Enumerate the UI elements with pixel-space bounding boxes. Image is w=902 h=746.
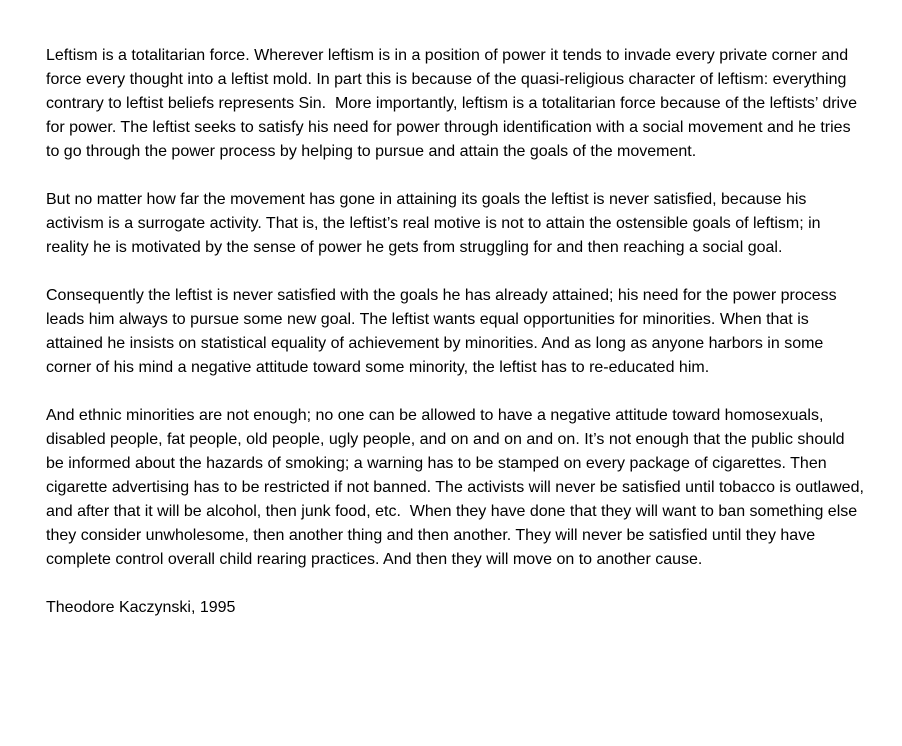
paragraph-1: Leftism is a totalitarian force. Wherever leftism is in a position of power it tends to invade every private corner and force every thought into a leftist mold. In part this is because of the quasi-religious character of leftism: everything contrary to leftist beliefs represents Sin. More importantly, leftism is a totalitarian force because of the leftists’ drive for power. The leftist seeks to satisfy his need for power through identification with a social movement and he tries to go through the power process by helping to pursue and attain the goals of the movement. <box>46 47 862 160</box>
paragraph-3: Consequently the leftist is never satisfied with the goals he has already attained; his need for the power process leads him always to pursue some new goal. The leftist wants equal opportunities for minorities. When that is attained he insists on statistical equality of achievement by minorities. And as long as anyone harbors in some corner of his mind a negative attitude toward some minority, the leftist has to re-educated him. <box>46 287 842 376</box>
text-block <box>46 44 869 620</box>
paragraph-4: And ethnic minorities are not enough; no one can be allowed to have a negative attitude toward homosexuals, disabled people, fat people, old people, ugly people, and on and on and on. It’s not enough that the public should be informed about the hazards of smoking; a warning has to be stamped on every package of cigarettes. Then cigarette advertising has to be restricted if not banned. The activists will never be satisfied until tobacco is outlawed, and after that it will be alcohol, then junk food, etc. When they have done that they will want to ban something else they consider unwholesome, then another thing and then another. They will never be satisfied until they have complete control overall child rearing practices. And then they will move on to another cause. <box>46 407 869 568</box>
paragraph-2: But no matter how far the movement has gone in attaining its goals the leftist is never satisfied, because his activism is a surrogate activity. That is, the leftist’s real motive is not to attain the ostensible goals of leftism; in reality he is motivated by the sense of power he gets from struggling for and then reaching a social goal. <box>46 191 826 256</box>
attribution-line: Theodore Kaczynski, 1995 <box>46 599 236 616</box>
